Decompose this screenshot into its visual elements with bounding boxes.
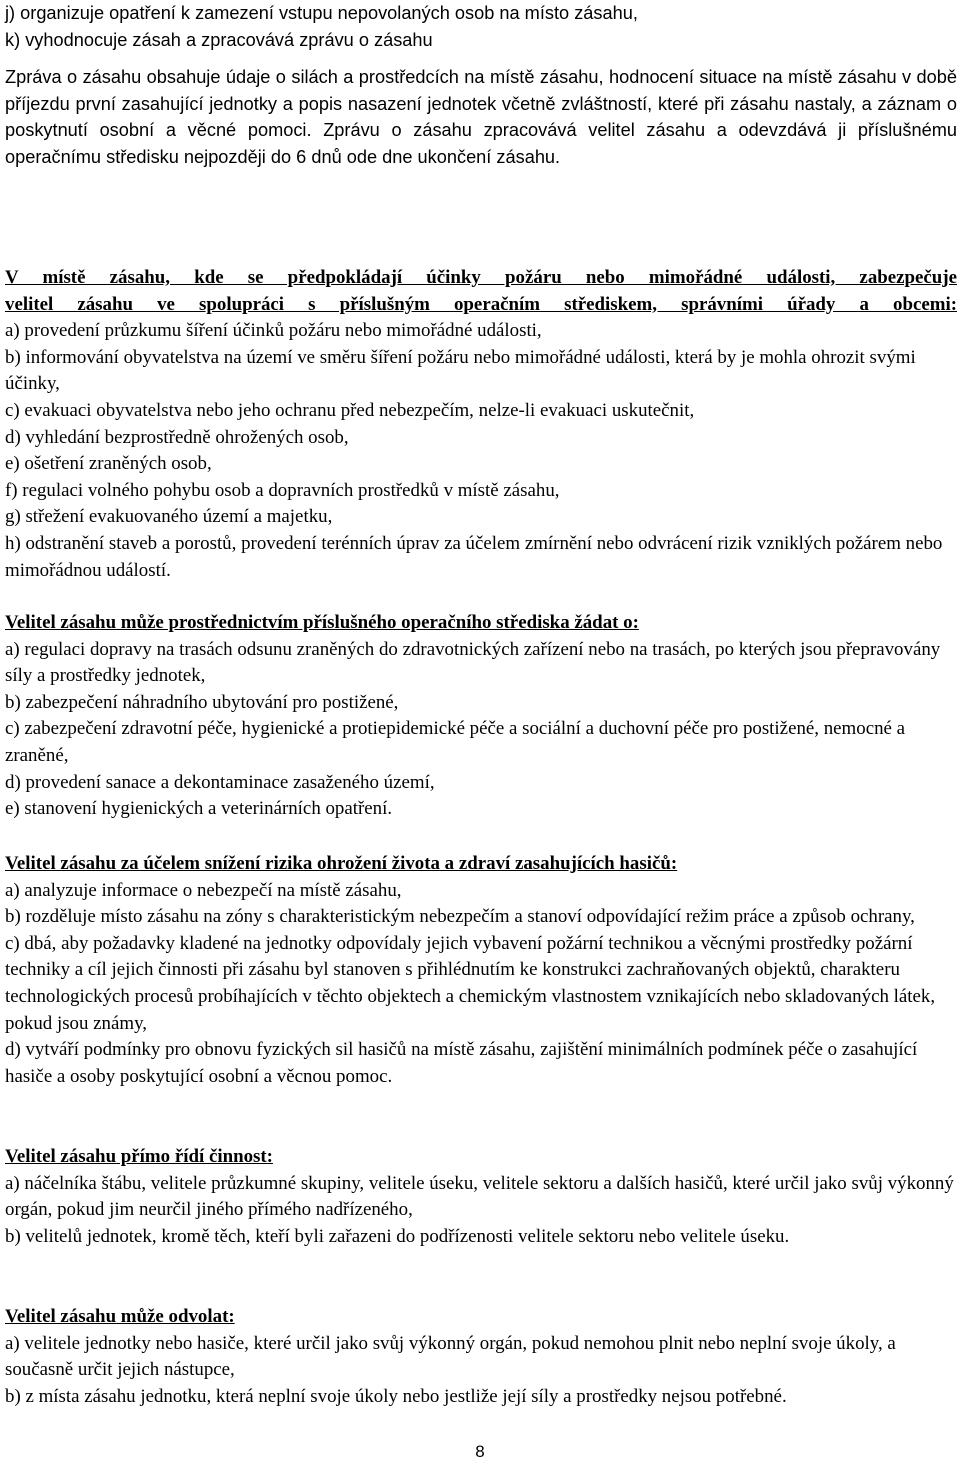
section-scene-measures: [5, 265, 957, 584]
list-item: a) velitele jednotky nebo hasiče, které určil jako svůj výkonný orgán, pokud nemohou plnit nebo neplní svoje úkoly, a současně určit jejich nástupce,: [5, 1332, 896, 1381]
report-paragraph: Zpráva o zásahu obsahuje údaje o silách a prostředcích na místě zásahu, hodnocení situace na místě zásahu v době příjezdu první zasahující jednotky a popis nasazení jednotek včetně zvláštností, které při zásahu nastaly, a záznam o poskytnutí osobní a věcné pomoci. Zprávu o zásahu zpracovává velitel zásahu a odevzdává ji příslušnému operačnímu středisku nejpozději do 6 dnů ode dne ukončení zásahu.: [5, 67, 957, 167]
list-item: b) velitelů jednotek, kromě těch, kteří byli zařazeni do podřízenosti velitele sektoru nebo velitele úseku.: [5, 1225, 790, 1247]
list-item: f) regulaci volného pohybu osob a dopravních prostředků v místě zásahu,: [5, 479, 560, 501]
section-heading: Velitel zásahu může odvolat:: [5, 1306, 235, 1327]
list-item: e) stanovení hygienických a veterinárních opatření.: [5, 798, 393, 820]
list-item: a) náčelníka štábu, velitele průzkumné skupiny, velitele úseku, velitele sektoru a dalších hasičů, které určil jako svůj výkonný orgán, pokud jim neurčil jiného přímého nadřízeného,: [5, 1172, 954, 1221]
section-heading: V místě zásahu, kde se předpokládají účinky požáru nebo mimořádné události, zabezpečuje: [5, 267, 957, 288]
section-recall: [5, 1304, 957, 1410]
list-item: b) zabezpečení náhradního ubytování pro postižené,: [5, 691, 399, 713]
list-item: a) analyzuje informace o nebezpečí na místě zásahu,: [5, 879, 402, 901]
section-heading: Velitel zásahu přímo řídí činnost:: [5, 1146, 273, 1167]
section-heading: Velitel zásahu za účelem snížení rizika ohrožení života a zdraví zasahujících hasičů:: [5, 853, 678, 874]
list-item: k) vyhodnocuje zásah a zpracovává zprávu o zásahu: [5, 29, 433, 50]
list-item: e) ošetření zraněných osob,: [5, 453, 212, 475]
list-item: a) provedení průzkumu šíření účinků požáru nebo mimořádné události,: [5, 320, 542, 342]
list-item: a) regulaci dopravy na trasách odsunu zraněných do zdravotnických zařízení nebo na trasách, po kterých jsou přepravovány síly a prostředky jednotek,: [5, 638, 941, 687]
list-item: h) odstranění staveb a porostů, provedení terénních úprav za účelem zmírnění nebo odvrácení rizik vzniklých požárem nebo mimořádnou událostí.: [5, 532, 943, 581]
list-item: c) dbá, aby požadavky kladené na jednotky odpovídaly jejich vybavení požární technikou a věcnými prostředky požární techniky a cíl jejich činnosti při zásahu byl stanoven s přihlédnutím ke konstrukci zachraňovaných objektů, charakteru technologických procesů probíhajících v těchto objektech a chemickým vlastnostem vznikajících nebo skladovaných látek, pokud jsou známy,: [5, 932, 936, 1034]
section-risk-reduction: [5, 851, 957, 1090]
list-item: d) vytváří podmínky pro obnovu fyzických sil hasičů na místě zásahu, zajištění minimálních podmínek péče o zasahující hasiče a osoby poskytující osobní a věcnou pomoc.: [5, 1039, 918, 1087]
list-item: c) zabezpečení zdravotní péče, hygienické a protiepidemické péče a sociální a duchovní péče pro postižené, nemocné a zraněné,: [5, 718, 906, 766]
list-item: c) evakuaci obyvatelstva nebo jeho ochranu před nebezpečím, nelze-li evakuaci uskutečnit,: [5, 399, 695, 421]
list-item: b) rozděluje místo zásahu na zóny s charakteristickým nebezpečím a stanoví odpovídající režim práce a způsob ochrany,: [5, 906, 915, 928]
section-direct-command: [5, 1144, 957, 1250]
section-requests: [5, 610, 957, 823]
section-heading: velitel zásahu ve spolupráci s příslušným operačním střediskem, správními úřady a obcemi:: [5, 293, 957, 315]
list-item: g) střežení evakuovaného území a majetku,: [5, 506, 333, 528]
list-item: b) informování obyvatelstva na území ve směru šíření požáru nebo mimořádné události, která by je mohla ohrozit svými účinky,: [5, 346, 916, 395]
page-number: 8: [475, 1442, 485, 1461]
list-item: d) provedení sanace a dekontaminace zasaženého území,: [5, 771, 435, 793]
list-item: d) vyhledání bezprostředně ohrožených osob,: [5, 426, 349, 448]
list-item: b) z místa zásahu jednotku, která neplní svoje úkoly nebo jestliže její síly a prostředky nejsou potřebné.: [5, 1385, 787, 1407]
list-item: j) organizuje opatření k zamezení vstupu nepovolaných osob na místo zásahu,: [5, 3, 638, 23]
intro-list: [5, 0, 957, 53]
section-heading: Velitel zásahu může prostřednictvím příslušného operačního střediska žádat o:: [5, 612, 639, 633]
